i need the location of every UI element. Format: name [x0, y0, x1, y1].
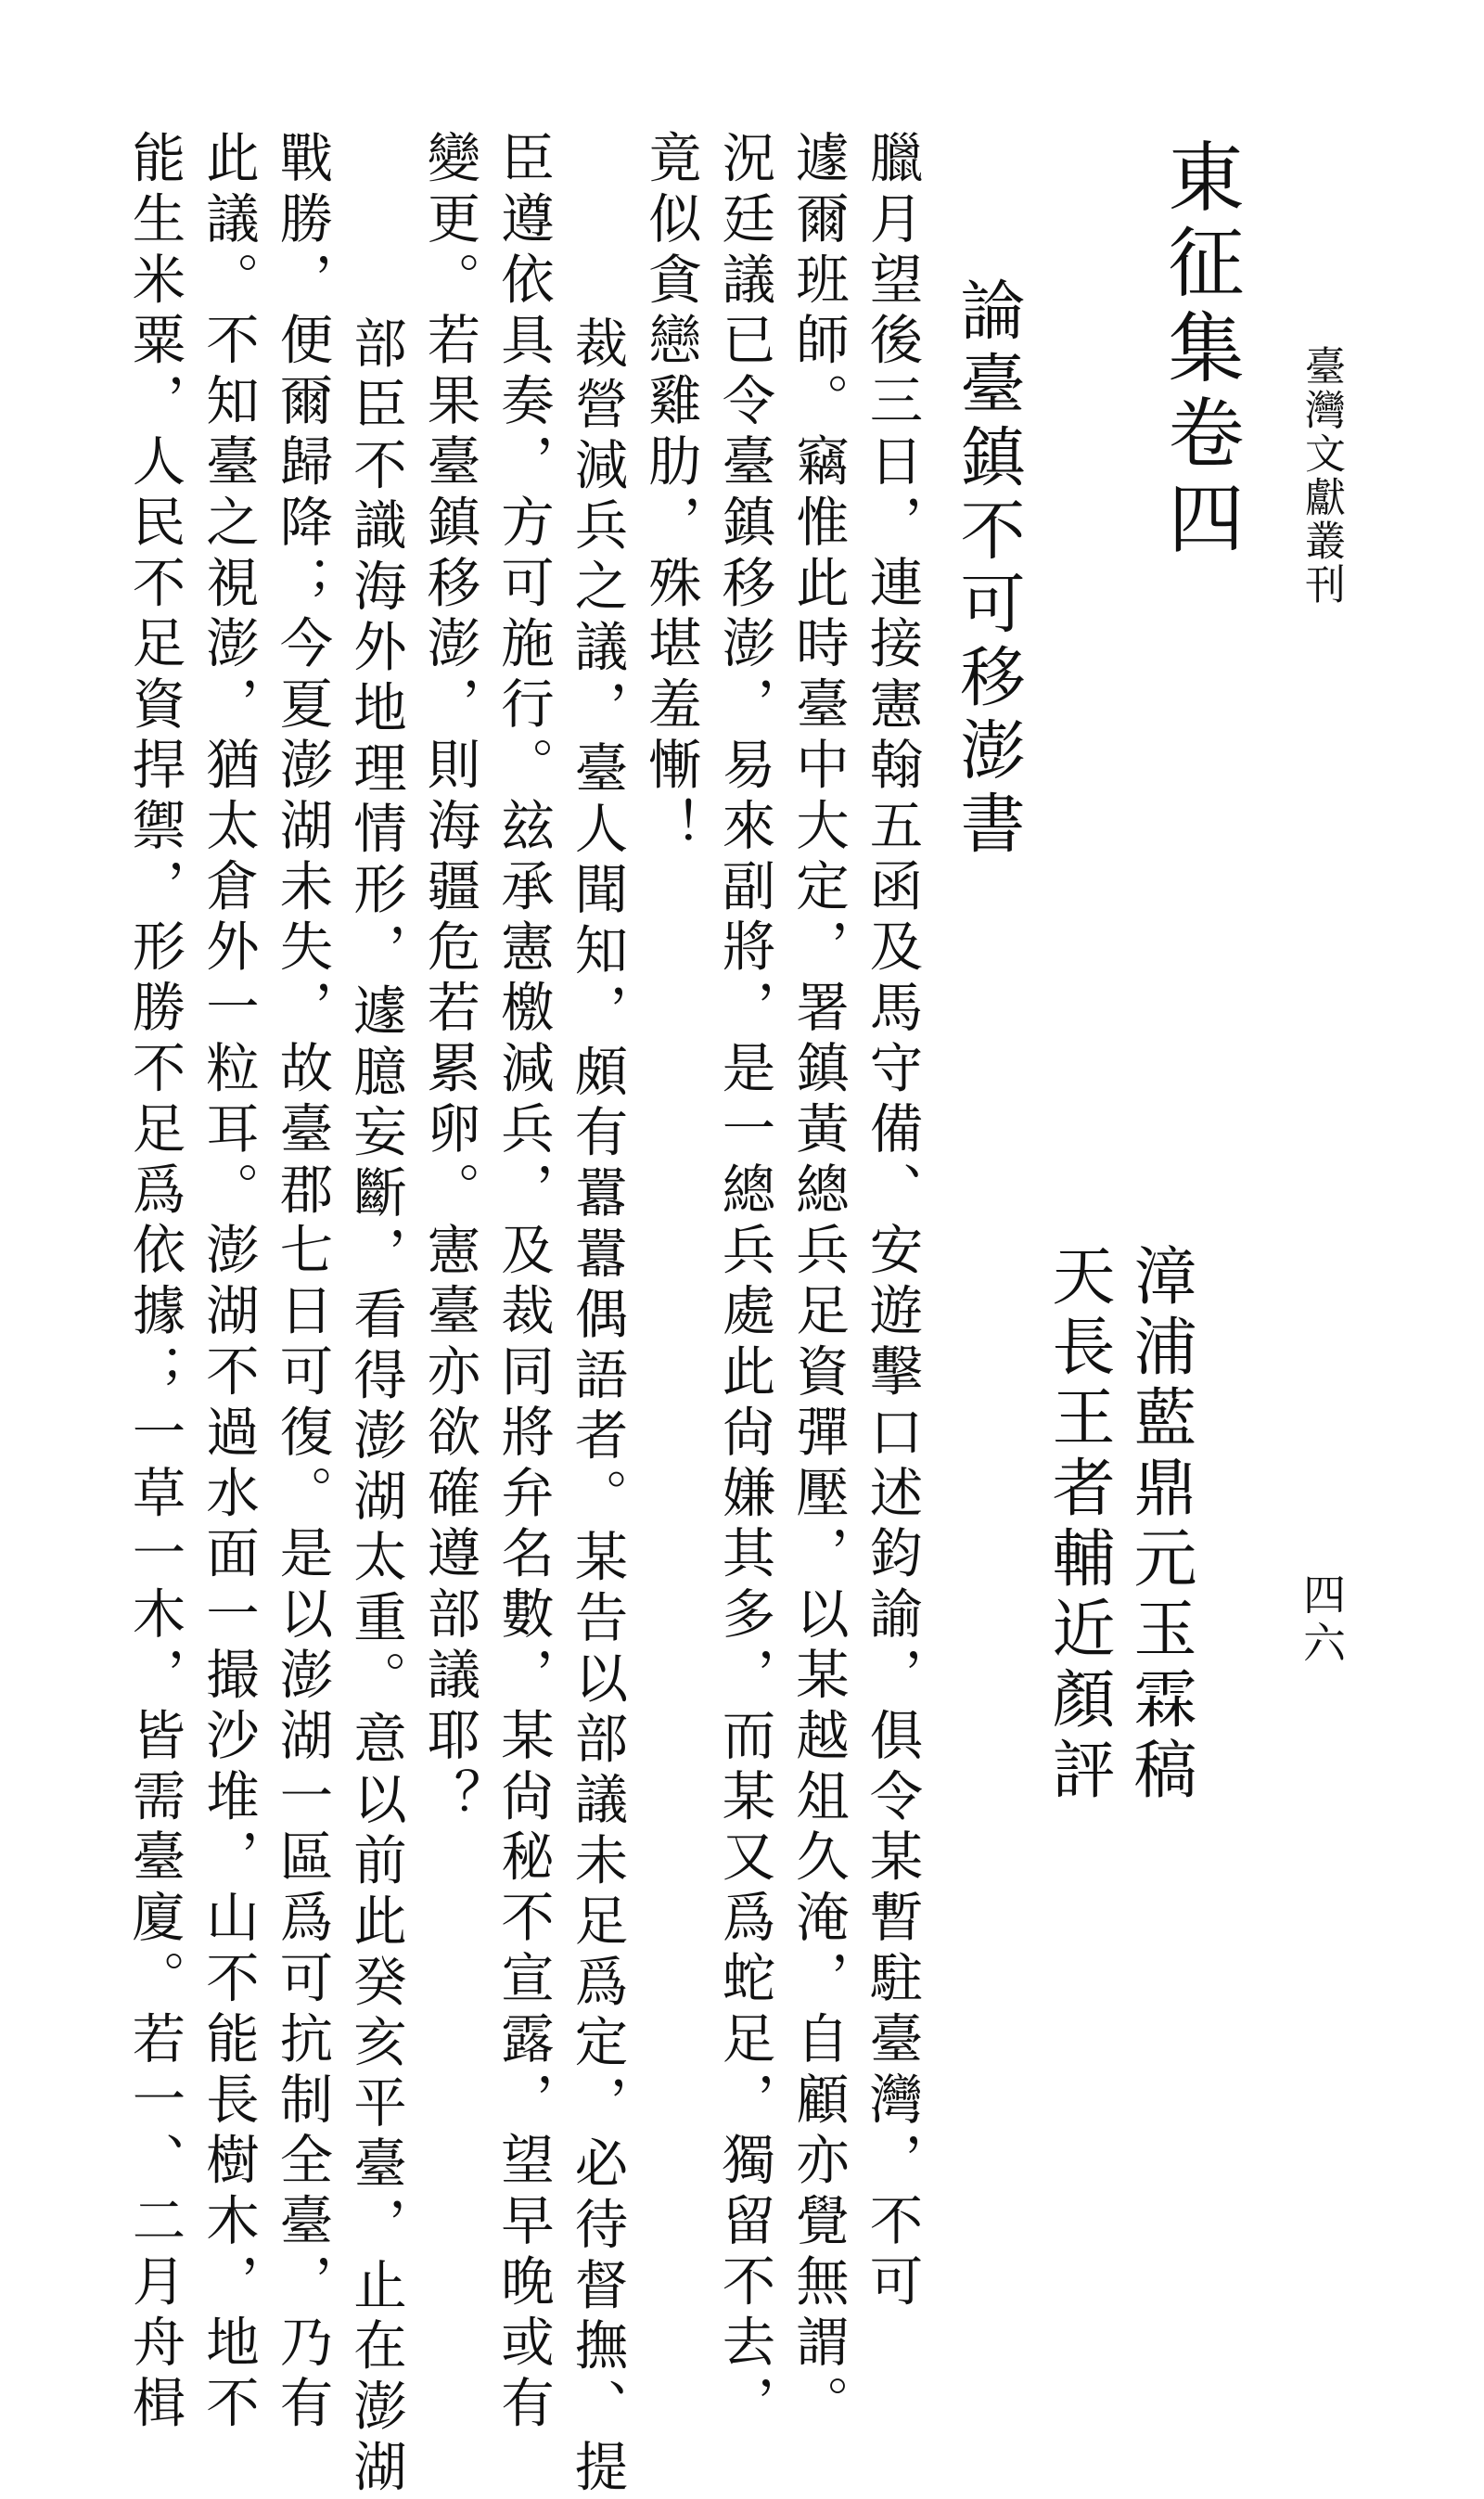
author-line-compiler: 漳浦藍鼎元玉霖稿 — [1123, 1243, 1196, 1807]
series-header: 臺灣文獻叢刊 — [1298, 345, 1345, 607]
body-column: 裁營減兵之議，臺人聞知，頗有囂囂偶語者。某告以部議未足爲定，必待督撫、提 — [566, 315, 629, 2499]
volume-title: 東征集卷四 — [1156, 137, 1244, 564]
body-column: 竟似貪戀雞肋，殊堪羞慚！ — [639, 130, 702, 858]
body-column: 能生米粟，人民不足資捍禦，形勝不足爲依據；一草一木，皆需臺廈。若一、二月舟楫 — [123, 130, 186, 2436]
essay-title: 論臺鎮不可移澎書 — [950, 276, 1026, 863]
body-column: 臣遵依具奏，方可施行。玆承憲檄減兵，及裁同將弁名數，某尙秘不宣露，望早晚或有 — [492, 130, 555, 2436]
body-column: 臘月望後三日，連接憲翰五函及馬守備、安遊擊口述鈞諭，俱令某暫駐臺灣，不可 — [861, 130, 924, 2314]
body-column: 變更。若果臺鎮移澎，則海疆危若累卵。憲臺亦欲確遵部議耶？ — [418, 130, 481, 1829]
body-column: 遽爾班師。竊惟此時臺中大定，署鎮黃總兵足資彈壓，以某越俎久淹，自顧亦覺無謂。 — [787, 130, 850, 2436]
author-line-commentator: 天長王者輔近顏評 — [1042, 1243, 1115, 1807]
body-column: 況廷議已令臺鎮移澎，易來副將，是一總兵處此尙嫌其多，而某又爲蛇足，獨留不去， — [713, 130, 776, 2436]
body-column: 戰勝，便爾歸降；今夏澎湖未失，故臺郡七日可復。是以澎湖一區爲可抗制全臺，乃有 — [271, 130, 334, 2436]
body-column: 此議。不知臺之視澎，猶太倉外一粒耳。澎湖不過水面一撮沙堆，山不能長樹木，地不 — [197, 130, 260, 2436]
body-column: 部臣不識海外地理情形，遽臆妄斷，看得澎湖太重。意以前此癸亥平臺，止在澎湖 — [344, 315, 407, 2499]
page-number: 四六 — [1297, 1572, 1347, 1669]
